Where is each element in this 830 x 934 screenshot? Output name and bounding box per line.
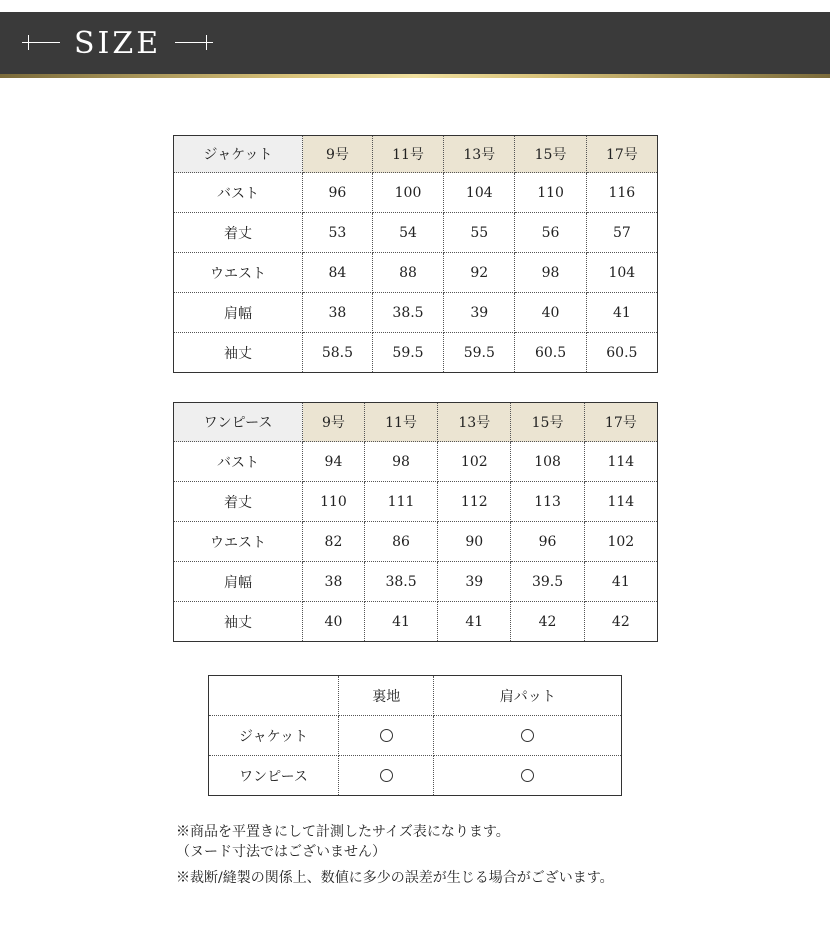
size-header-cell: 15号: [515, 136, 586, 173]
table-row: [174, 333, 658, 373]
table-row: [174, 482, 658, 522]
table-cell: [434, 756, 622, 796]
table-cell: [339, 716, 434, 756]
table-cell: [434, 716, 622, 756]
table-cell: 98: [515, 253, 586, 293]
table-cell: 90: [438, 522, 511, 562]
table-cell: 60.5: [515, 333, 586, 373]
table-cell: 104: [444, 173, 515, 213]
header-banner: [0, 12, 830, 74]
table-header-row: [174, 403, 658, 442]
table-cell: 40: [515, 293, 586, 333]
table-cell: 96: [303, 173, 373, 213]
column-header: 肩パット: [434, 676, 622, 716]
onepiece-size-table: [173, 402, 658, 642]
table-row: [174, 562, 658, 602]
table-row: [174, 253, 658, 293]
table-row: [209, 756, 622, 796]
table-cell: 53: [303, 213, 373, 253]
table-row: [174, 602, 658, 642]
note-line: ※商品を平置きにして計測したサイズ表になります。: [176, 824, 510, 840]
table-cell: 41: [364, 602, 437, 642]
size-header-cell: 9号: [303, 136, 373, 173]
table-row: [209, 716, 622, 756]
table-cell: 111: [364, 482, 437, 522]
table-cell: 40: [303, 602, 365, 642]
size-header-cell: 17号: [584, 403, 657, 442]
table-cell: 38: [303, 293, 373, 333]
table-cell: 58.5: [303, 333, 373, 373]
table-cell: 102: [438, 442, 511, 482]
ornament-line-right: [175, 33, 213, 53]
table-title-cell: ワンピース: [174, 403, 303, 442]
ornament-line-left: [22, 33, 60, 53]
size-header-cell: 11号: [372, 136, 443, 173]
row-label: 着丈: [174, 213, 303, 253]
circle-mark-icon: [521, 729, 534, 742]
table-cell: 116: [586, 173, 657, 213]
size-header-cell: 9号: [303, 403, 365, 442]
table-cell: 113: [511, 482, 584, 522]
table-cell: 84: [303, 253, 373, 293]
options-table: [208, 675, 622, 796]
table-cell: 38.5: [364, 562, 437, 602]
circle-mark-icon: [521, 769, 534, 782]
gold-divider: [0, 74, 830, 78]
table-cell: 108: [511, 442, 584, 482]
size-header-cell: 13号: [444, 136, 515, 173]
circle-mark-icon: [380, 729, 393, 742]
table-cell: 60.5: [586, 333, 657, 373]
table-cell: 102: [584, 522, 657, 562]
table-row: [174, 522, 658, 562]
table-cell: 104: [586, 253, 657, 293]
table-cell: 59.5: [444, 333, 515, 373]
size-header-cell: 15号: [511, 403, 584, 442]
table-cell: 98: [364, 442, 437, 482]
table-cell: 56: [515, 213, 586, 253]
table-cell: 88: [372, 253, 443, 293]
column-header: 裏地: [339, 676, 434, 716]
table-cell: 54: [372, 213, 443, 253]
row-label: 肩幅: [174, 293, 303, 333]
table-cell: [339, 756, 434, 796]
row-label: バスト: [174, 442, 303, 482]
table-cell: 38.5: [372, 293, 443, 333]
empty-header-cell: [209, 676, 339, 716]
table-cell: 38: [303, 562, 365, 602]
table-header-row: [174, 136, 658, 173]
note-line: ※裁断/縫製の関係上、数値に多少の誤差が生じる場合がございます。: [176, 870, 614, 886]
size-header-cell: 13号: [438, 403, 511, 442]
table-cell: 59.5: [372, 333, 443, 373]
row-label: ウエスト: [174, 522, 303, 562]
row-label: 肩幅: [174, 562, 303, 602]
row-label: 袖丈: [174, 602, 303, 642]
table-cell: 96: [511, 522, 584, 562]
page-title: SIZE: [74, 25, 162, 61]
table-row: [174, 213, 658, 253]
table-cell: 41: [438, 602, 511, 642]
table-cell: 92: [444, 253, 515, 293]
row-label: 着丈: [174, 482, 303, 522]
table-cell: 114: [584, 442, 657, 482]
table-cell: 94: [303, 442, 365, 482]
table-cell: 112: [438, 482, 511, 522]
table-cell: 39: [444, 293, 515, 333]
table-cell: 57: [586, 213, 657, 253]
table-cell: 110: [303, 482, 365, 522]
size-notes: [176, 822, 776, 888]
table-cell: 100: [372, 173, 443, 213]
table-row: [174, 293, 658, 333]
table-cell: 110: [515, 173, 586, 213]
table-cell: 82: [303, 522, 365, 562]
size-header-cell: 17号: [586, 136, 657, 173]
table-cell: 39.5: [511, 562, 584, 602]
row-label: 袖丈: [174, 333, 303, 373]
table-cell: 86: [364, 522, 437, 562]
circle-mark-icon: [380, 769, 393, 782]
table-cell: 41: [584, 562, 657, 602]
table-row: [174, 173, 658, 213]
table-cell: 114: [584, 482, 657, 522]
row-label: ジャケット: [209, 716, 339, 756]
table-cell: 39: [438, 562, 511, 602]
table-header-row: [209, 676, 622, 716]
note-line: （ヌード寸法ではございません）: [176, 844, 386, 860]
row-label: バスト: [174, 173, 303, 213]
row-label: ウエスト: [174, 253, 303, 293]
table-cell: 42: [584, 602, 657, 642]
row-label: ワンピース: [209, 756, 339, 796]
table-cell: 42: [511, 602, 584, 642]
table-row: [174, 442, 658, 482]
size-header-cell: 11号: [364, 403, 437, 442]
table-cell: 41: [586, 293, 657, 333]
table-title-cell: ジャケット: [174, 136, 303, 173]
jacket-size-table: [173, 135, 658, 373]
table-cell: 55: [444, 213, 515, 253]
